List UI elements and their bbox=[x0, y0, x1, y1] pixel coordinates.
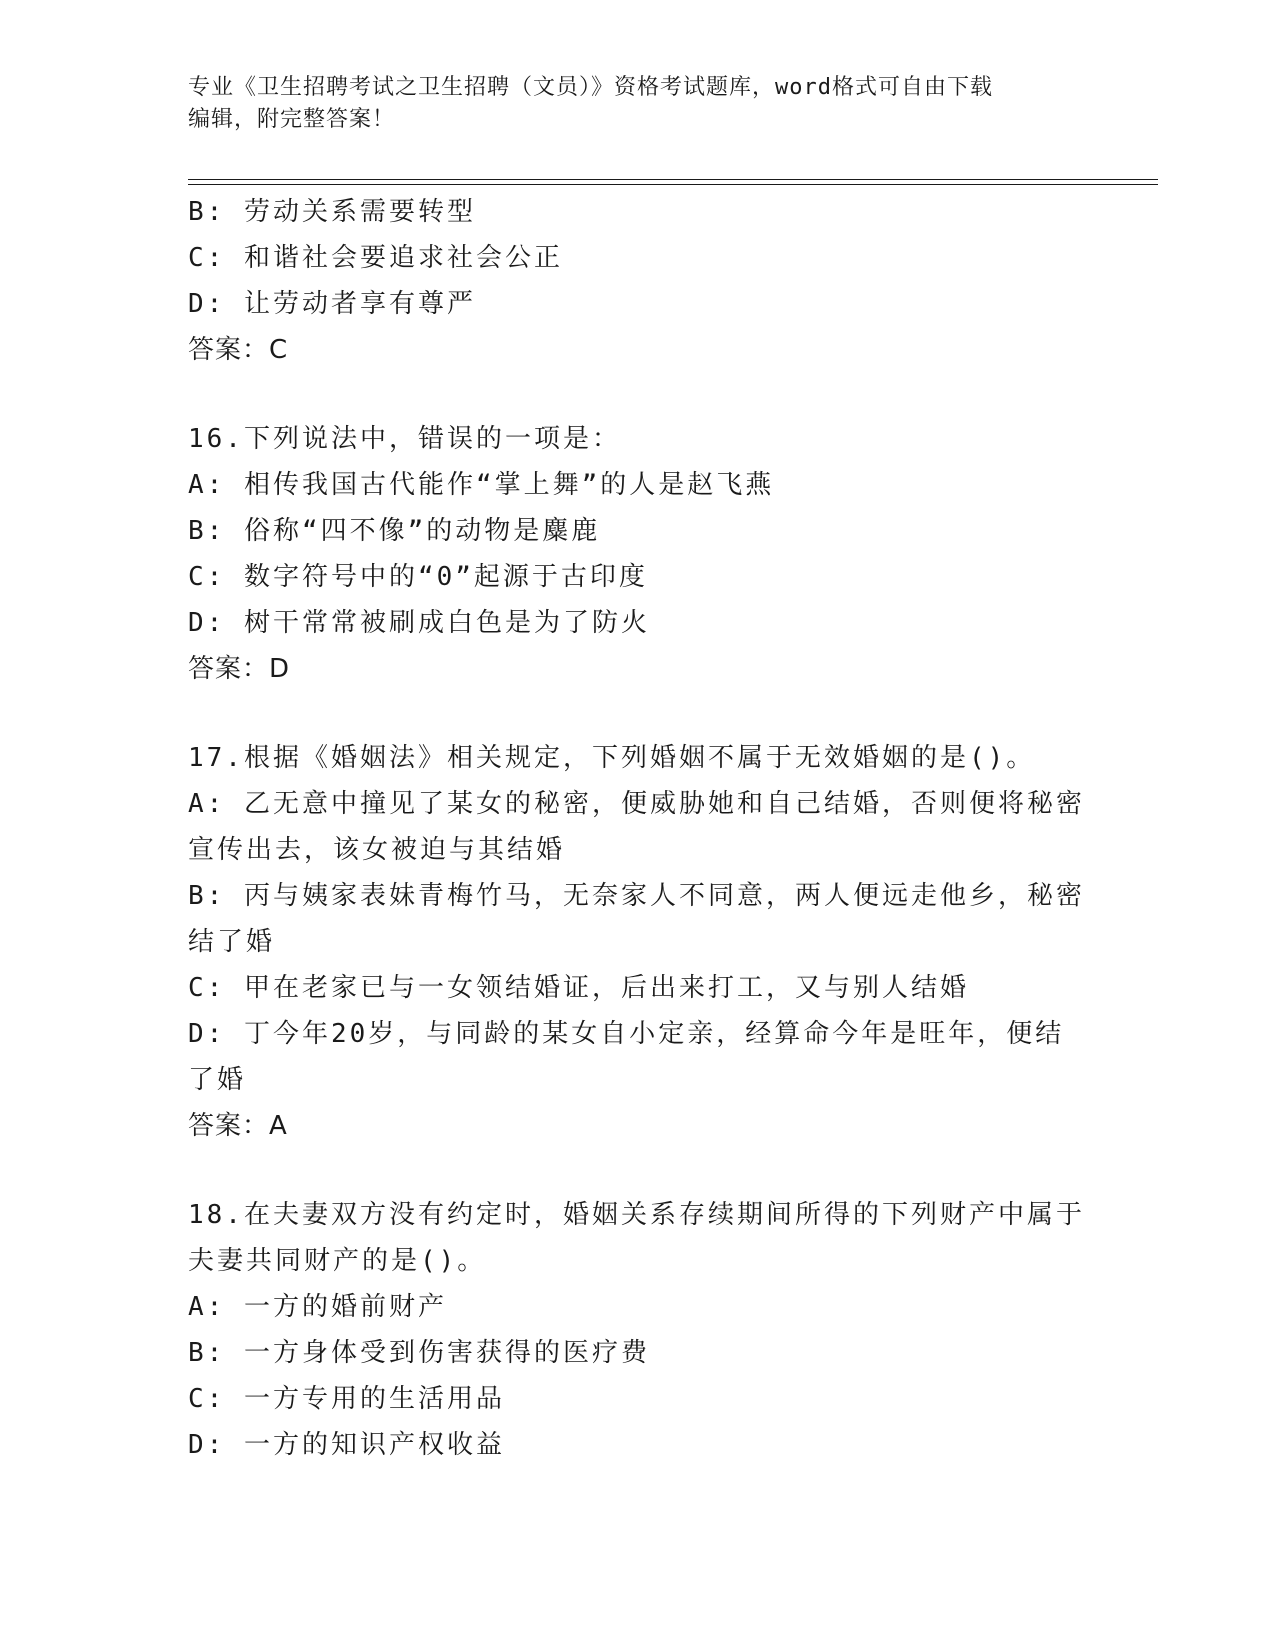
q18-question-line-1: 18.在夫妻双方没有约定时，婚姻关系存续期间所得的下列财产中属于 bbox=[188, 1200, 1085, 1230]
q16-question: 16.下列说法中，错误的一项是： bbox=[188, 424, 621, 454]
q16-answer: 答案：D bbox=[188, 654, 291, 684]
header-line-2: 编辑，附完整答案！ bbox=[188, 107, 396, 132]
q16-option-d: D: 树干常常被刷成白色是为了防火 bbox=[188, 608, 650, 638]
q15-option-c: C: 和谐社会要追求社会公正 bbox=[188, 243, 563, 273]
q15-option-d: D: 让劳动者享有尊严 bbox=[188, 289, 476, 319]
header-rule-bottom bbox=[188, 184, 1158, 185]
q17-option-b-line-1: B: 丙与姨家表妹青梅竹马，无奈家人不同意，两人便远走他乡，秘密 bbox=[188, 881, 1085, 911]
q17-question: 17.根据《婚姻法》相关规定，下列婚姻不属于无效婚姻的是()。 bbox=[188, 743, 1036, 773]
question-17 bbox=[188, 735, 1088, 1149]
header-line-1: 专业《卫生招聘考试之卫生招聘（文员）》资格考试题库，word格式可自由下载 bbox=[188, 75, 993, 100]
q18-option-d: D: 一方的知识产权收益 bbox=[188, 1430, 505, 1460]
question-list bbox=[188, 189, 1088, 1468]
q18-option-b: B: 一方身体受到伤害获得的医疗费 bbox=[188, 1338, 650, 1368]
question-16 bbox=[188, 416, 1088, 692]
q16-option-a: A: 相传我国古代能作“掌上舞”的人是赵飞燕 bbox=[188, 470, 775, 500]
q18-question-line-2: 夫妻共同财产的是()。 bbox=[188, 1246, 487, 1276]
q16-option-c: C: 数字符号中的“0”起源于古印度 bbox=[188, 562, 648, 592]
q17-option-b-line-2: 结了婚 bbox=[188, 927, 276, 957]
q17-option-c: C: 甲在老家已与一女领结婚证，后出来打工，又与别人结婚 bbox=[188, 973, 969, 1003]
document-header bbox=[188, 72, 1068, 136]
q15-answer: 答案：C bbox=[188, 335, 289, 365]
q17-option-a-line-1: A: 乙无意中撞见了某女的秘密，便威胁她和自己结婚，否则便将秘密 bbox=[188, 789, 1085, 819]
q17-option-a-line-2: 宣传出去，该女被迫与其结婚 bbox=[188, 835, 566, 865]
spacer bbox=[188, 1149, 1088, 1192]
spacer bbox=[188, 692, 1088, 735]
q15-option-b: B: 劳动关系需要转型 bbox=[188, 197, 476, 227]
q17-option-d-line-2: 了婚 bbox=[188, 1065, 247, 1095]
q17-option-d-line-1: D: 丁今年20岁，与同龄的某女自小定亲，经算命今年是旺年，便结 bbox=[188, 1019, 1065, 1049]
header-rule-top bbox=[188, 179, 1158, 180]
q18-option-c: C: 一方专用的生活用品 bbox=[188, 1384, 505, 1414]
spacer bbox=[188, 373, 1088, 416]
question-18 bbox=[188, 1192, 1088, 1468]
q16-option-b: B: 俗称“四不像”的动物是麋鹿 bbox=[188, 516, 601, 546]
q18-option-a: A: 一方的婚前财产 bbox=[188, 1292, 447, 1322]
question-15 bbox=[188, 189, 1088, 373]
q17-answer: 答案：A bbox=[188, 1111, 288, 1141]
